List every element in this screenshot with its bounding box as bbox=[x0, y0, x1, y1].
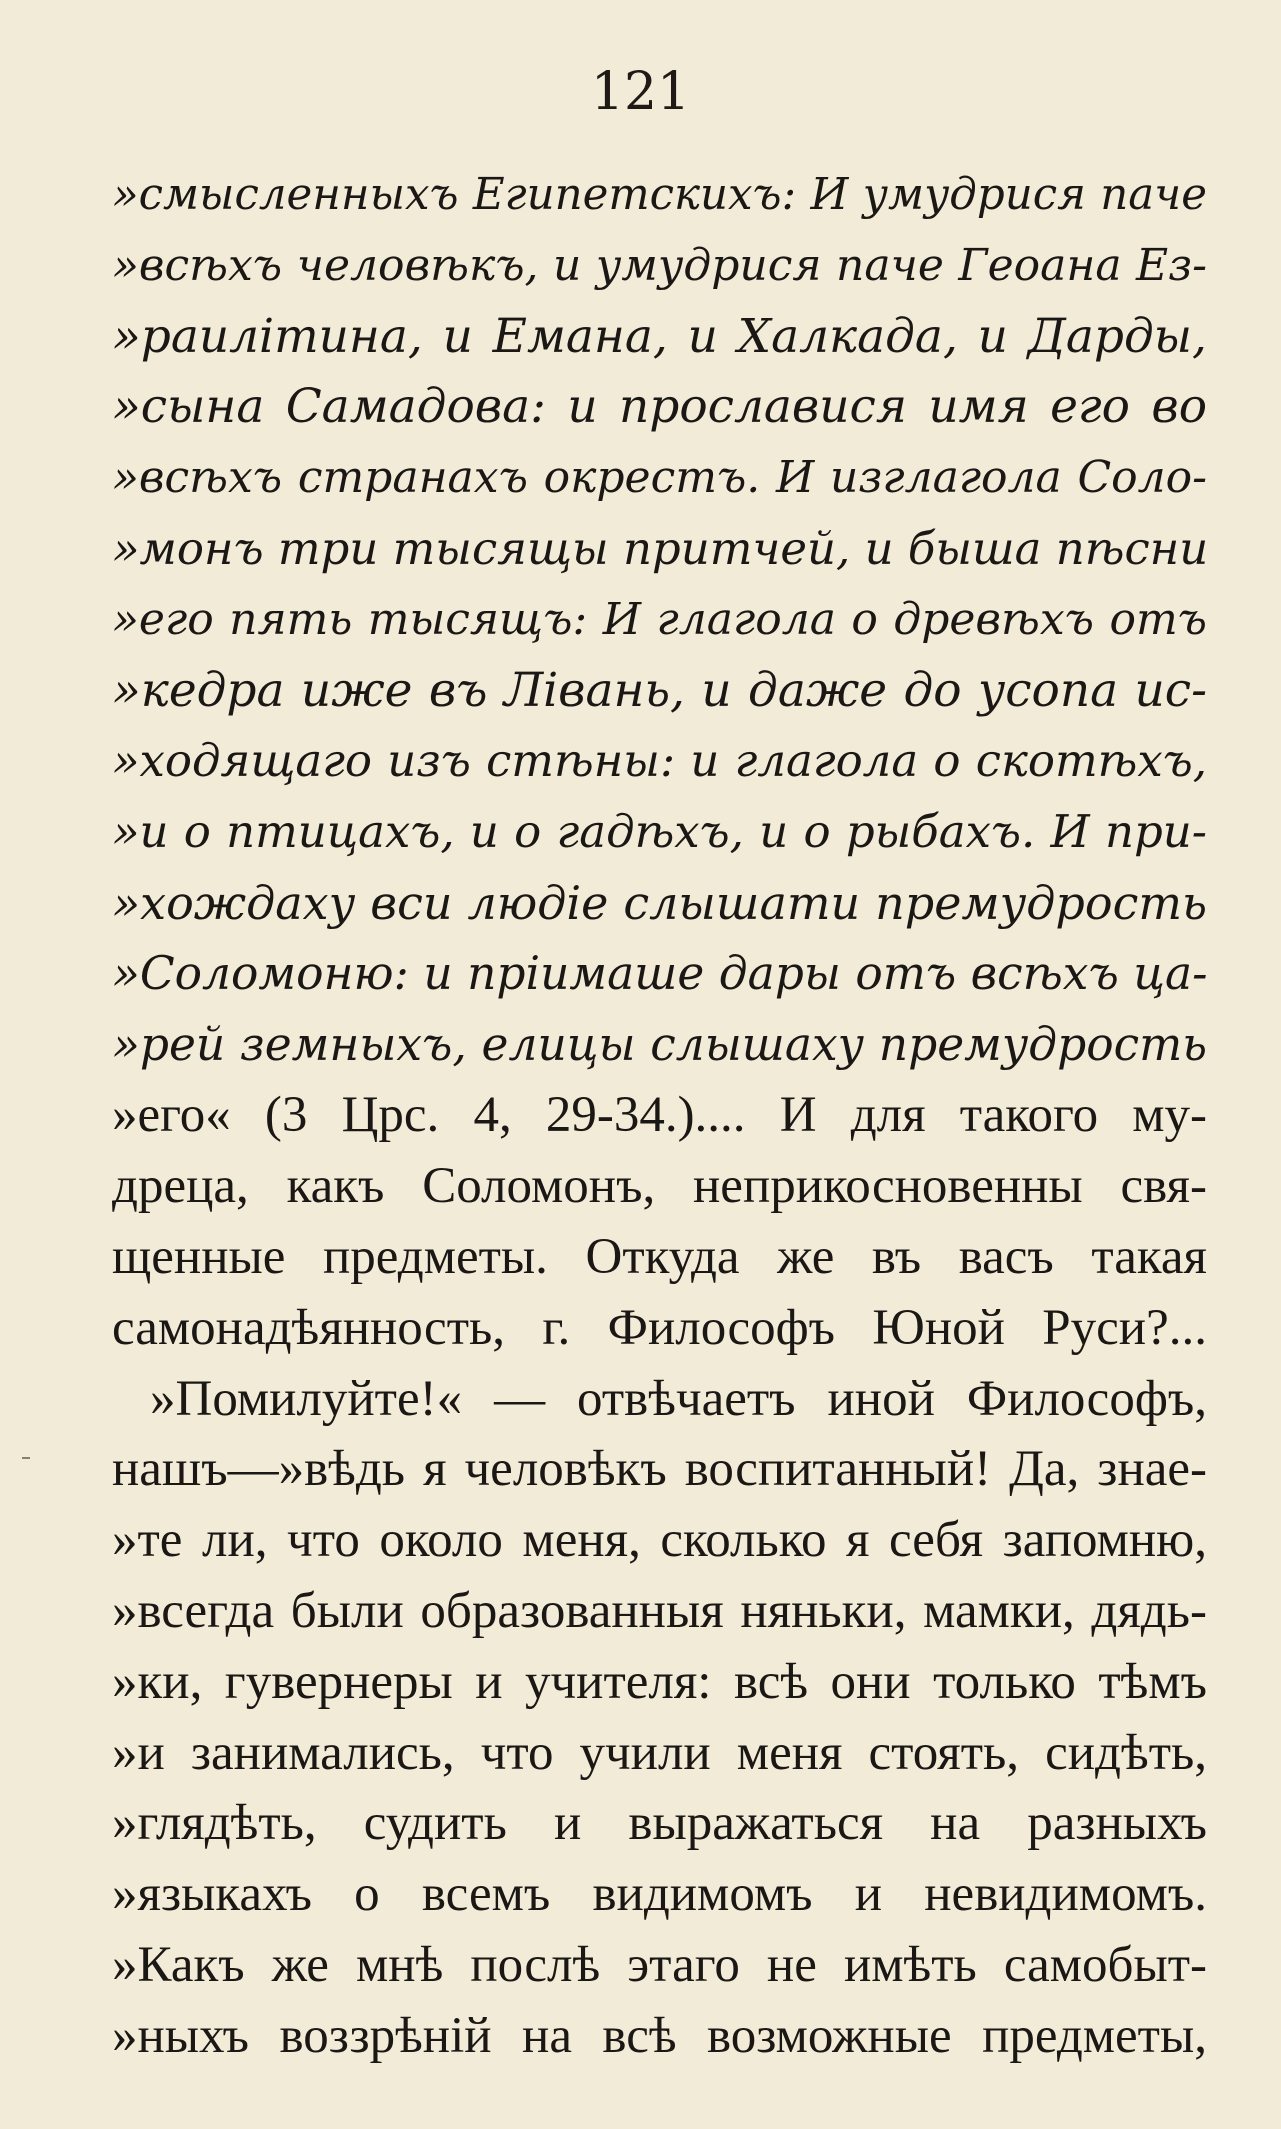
text-line: »всѣхъ человѣкъ, и умудрися паче Геоана Ез- bbox=[112, 239, 1207, 291]
text-line: »кедра иже въ Лівань, и даже до усопа ис- bbox=[112, 662, 1207, 718]
text-line: »Помилуйте!« — отвѣчаетъ иной Философъ, bbox=[150, 1370, 1207, 1427]
text-line: »монъ три тысящы притчей, и быша пѣсни bbox=[112, 521, 1209, 575]
text-line: самонадѣянность, г. Философъ Юной Руси?... bbox=[112, 1299, 1207, 1356]
text-line: »и занимались, что учили меня стоять, сидѣть, bbox=[112, 1724, 1207, 1781]
text-line: »языкахъ о всемъ видимомъ и невидимомъ. bbox=[112, 1866, 1207, 1923]
text-line: »сына Самадова: и прославися имя его во bbox=[112, 379, 1207, 435]
text-line: »ныхъ воззрѣній на всѣ возможные предметы, bbox=[112, 2007, 1207, 2064]
text-line: »всегда были образованныя няньки, мамки, дядь- bbox=[112, 1582, 1207, 1639]
text-line: нашъ—»вѣдь я человѣкъ воспитанный! Да, знае- bbox=[112, 1441, 1207, 1498]
text-line: »Какъ же мнѣ послѣ этаго не имѣть самобыт- bbox=[112, 1936, 1207, 1993]
margin-mark bbox=[22, 1457, 30, 1459]
text-line: »Соломоню: и пріимаше дары отъ всѣхъ ца- bbox=[112, 946, 1208, 1000]
text-line: »те ли, что около меня, сколько я себя запомню, bbox=[112, 1512, 1207, 1569]
body-text bbox=[112, 160, 1207, 2072]
page-number: 121 bbox=[590, 62, 691, 122]
text-line: »его пять тысящъ: И глагола о древѣхъ отъ bbox=[112, 593, 1207, 645]
text-line: »рей земныхъ, елицы слышаху премудрость bbox=[112, 1017, 1207, 1071]
text-line: щенные предметы. Откуда же въ васъ такая bbox=[112, 1228, 1207, 1285]
text-line: »раилітина, и Емана, и Халкада, и Дарды, bbox=[112, 308, 1207, 364]
text-line: »ходящаго изъ стѣны: и глагола о скотѣхъ, bbox=[112, 734, 1207, 788]
text-line: »всѣхъ странахъ окрестъ. И изглагола Соло- bbox=[112, 452, 1207, 504]
text-line: »глядѣть, судить и выражаться на разныхъ bbox=[112, 1795, 1207, 1852]
text-line: дреца, какъ Соломонъ, неприкосновенны свя- bbox=[112, 1158, 1207, 1215]
text-line: »и о птицахъ, и о гадѣхъ, и о рыбахъ. И при- bbox=[112, 805, 1207, 859]
text-line: »смысленныхъ Египетскихъ: И умудрися паче bbox=[112, 170, 1207, 220]
text-line: »его« (3 Црс. 4, 29-34.).... И для такого му- bbox=[112, 1087, 1207, 1144]
text-line: »ки, гувернеры и учителя: всѣ они только тѣмъ bbox=[112, 1653, 1207, 1710]
text-line: »хождаху вси людіе слышати премудрость bbox=[112, 875, 1207, 930]
